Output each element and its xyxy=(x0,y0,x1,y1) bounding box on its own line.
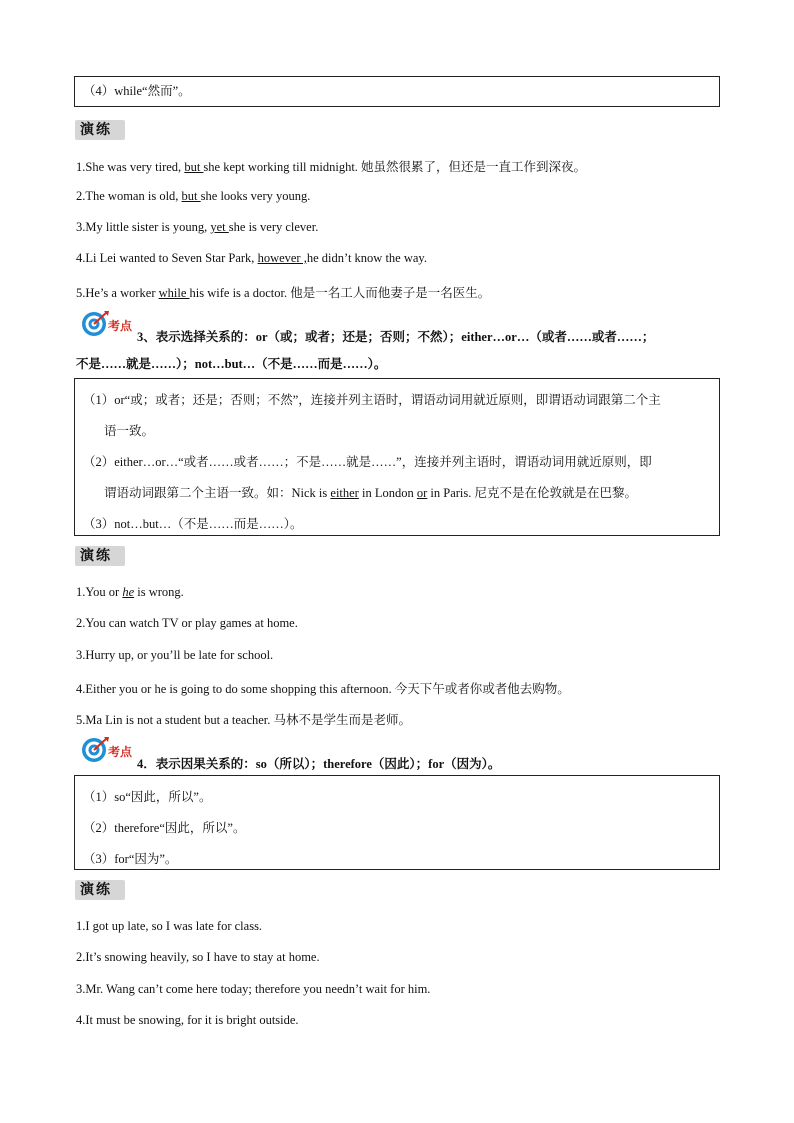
practice3-sentence-4: 4.It must be snowing, for it is bright outside. xyxy=(76,1013,299,1027)
section3-title-line1: 3、表示选择关系的：or（或；或者；还是；否则；不然）；either…or…（或者……或者……； xyxy=(137,330,655,344)
conjunction: however , xyxy=(257,251,307,265)
section3-title-line2: 不是……就是……）；not…but…（不是……而是……）。 xyxy=(76,357,387,371)
note-box-choice xyxy=(74,378,720,536)
note-item-for: （3）for“因为”。 xyxy=(83,852,178,866)
note-item-or: （1）or“或；或者；还是；否则；不然”，连接并列主语时，谓语动词用就近原则，即谓语动词跟第二个主 xyxy=(83,393,661,407)
practice1-sentence-5: 5.He’s a worker while his wife is a doctor. 他是一名工人而他妻子是一名医生。 xyxy=(76,286,491,300)
target-icon xyxy=(80,735,110,765)
conjunction: but xyxy=(181,189,201,203)
note-item-so: （1）so“因此，所以”。 xyxy=(83,790,212,804)
practice3-sentence-3: 3.Mr. Wang can’t come here today; therefore you needn’t wait for him. xyxy=(76,982,431,996)
conjunction: yet xyxy=(210,220,229,234)
practice1-sentence-1: 1.She was very tired, but she kept working till midnight. 她虽然很累了，但还是一直工作到深夜。 xyxy=(76,160,587,174)
note-item-either-or: （2）either…or…“或者……或者……；不是……就是……”，连接并列主语时，谓语动词用就近原则，即 xyxy=(83,455,652,469)
practice2-sentence-4: 4.Either you or he is going to do some shopping this afternoon. 今天下午或者你或者他去购物。 xyxy=(76,682,570,696)
note-item-not-but: （3）not…but…（不是……而是……）。 xyxy=(83,517,303,531)
kaodian-label: 考点 xyxy=(108,745,133,759)
kaodian-label: 考点 xyxy=(108,319,133,333)
practice2-sentence-3: 3.Hurry up, or you’ll be late for school. xyxy=(76,648,274,662)
practice2-sentence-5: 5.Ma Lin is not a student but a teacher. 马林不是学生而是老师。 xyxy=(76,713,412,727)
practice1-sentence-4: 4.Li Lei wanted to Seven Star Park, however ,he didn’t know the way. xyxy=(76,251,427,265)
practice2-sentence-2: 2.You can watch TV or play games at home. xyxy=(76,616,298,630)
note-box-cause xyxy=(74,775,720,870)
conjunction: while xyxy=(158,286,190,300)
note-item-or-cont: 语一致。 xyxy=(104,424,155,438)
practice-tag: 演练 xyxy=(75,546,125,566)
note-box-while xyxy=(74,76,720,107)
note-item-either-or-cont: 谓语动词跟第二个主语一致。如：Nick is either in London or in Paris. 尼克不是在伦敦就是在巴黎。 xyxy=(104,486,637,500)
practice3-sentence-1: 1.I got up late, so I was late for class. xyxy=(76,919,263,933)
note-item-therefore: （2）therefore“因此，所以”。 xyxy=(83,821,246,835)
section4-title: 4．表示因果关系的：so（所以）；therefore（因此）；for（因为）。 xyxy=(137,757,501,771)
practice1-sentence-3: 3.My little sister is young, yet she is very clever. xyxy=(76,220,319,234)
conjunction: but xyxy=(184,160,204,174)
practice-tag: 演练 xyxy=(75,880,125,900)
target-icon xyxy=(80,309,110,339)
practice3-sentence-2: 2.It’s snowing heavily, so I have to stay at home. xyxy=(76,950,320,964)
practice2-sentence-1: 1.You or he is wrong. xyxy=(76,585,184,599)
note-item-while: （4）while“然而”。 xyxy=(83,84,191,98)
practice-tag: 演练 xyxy=(75,120,125,140)
practice1-sentence-2: 2.The woman is old, but she looks very young. xyxy=(76,189,311,203)
